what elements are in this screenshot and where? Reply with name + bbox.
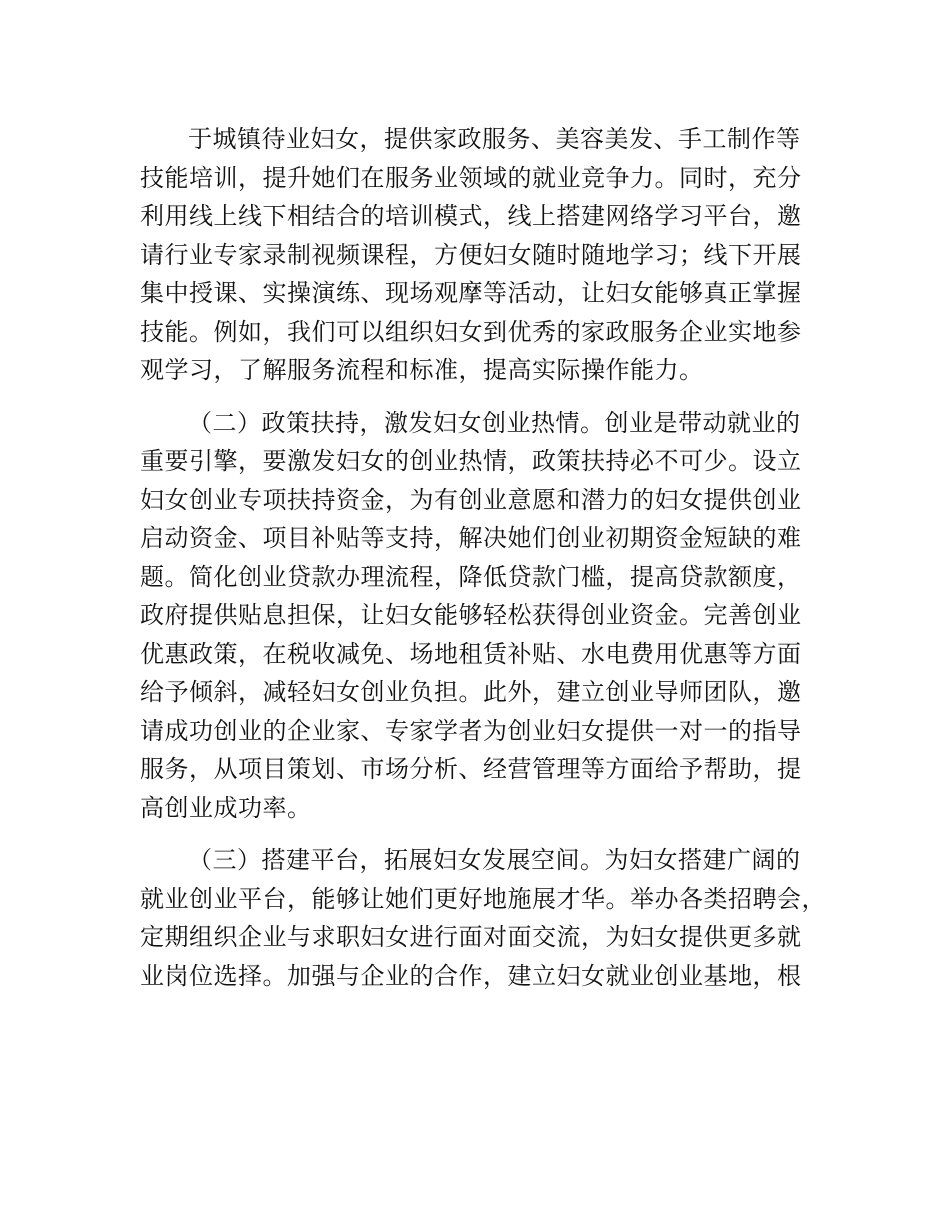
text-line: 请成功创业的企业家、专家学者为创业妇女提供一对一的指导 <box>140 716 802 745</box>
paragraph-platform <box>140 841 830 995</box>
text-line: 于城镇待业妇女，提供家政服务、美容美发、手工制作等 <box>188 125 801 153</box>
text-line: 高创业成功率。 <box>140 793 312 822</box>
text-line: 技能。例如，我们可以组织妇女到优秀的家政服务企业实地参 <box>140 317 802 346</box>
document-body <box>140 120 830 1009</box>
section-heading-line: （二）政策扶持，激发妇女创业热情。创业是带动就业的 <box>188 408 801 437</box>
text-line: 优惠政策，在税收减免、场地租赁补贴、水电费用优惠等方面 <box>140 639 802 668</box>
text-line: 集中授课、实操演练、现场观摩等活动，让妇女能够真正掌握 <box>140 279 802 307</box>
text-line: 观学习，了解服务流程和标准，提高实际操作能力。 <box>140 356 704 384</box>
text-line: 利用线上线下相结合的培训模式，线上搭建网络学习平台，邀 <box>140 202 802 230</box>
text-line: 给予倾斜，减轻妇女创业负担。此外，建立创业导师团队，邀 <box>140 678 802 706</box>
text-line: 妇女创业专项扶持资金，为有创业意愿和潜力的妇女提供创业 <box>140 485 802 514</box>
paragraph-training <box>140 120 830 390</box>
text-line: 业岗位选择。加强与企业的合作，建立妇女就业创业基地，根 <box>140 961 802 990</box>
paragraph-policy-support <box>140 404 830 828</box>
section-heading-line: （三）搭建平台，拓展妇女发展空间。为妇女搭建广阔的 <box>188 846 801 874</box>
text-line: 就业创业平台，能够让她们更好地施展才华。举办各类招聘会， <box>140 884 826 913</box>
text-line: 服务，从项目策划、市场分析、经营管理等方面给予帮助，提 <box>140 755 802 783</box>
text-line: 技能培训，提升她们在服务业领域的就业竞争力。同时，充分 <box>140 163 802 192</box>
text-line: 题。简化创业贷款办理流程，降低贷款门槛，提高贷款额度， <box>140 562 802 591</box>
text-line: 重要引擎，要激发妇女的创业热情，政策扶持必不可少。设立 <box>140 447 802 475</box>
text-line: 启动资金、项目补贴等支持，解决她们创业初期资金短缺的难 <box>140 524 802 552</box>
text-line: 政府提供贴息担保，让妇女能够轻松获得创业资金。完善创业 <box>140 601 802 629</box>
text-line: 请行业专家录制视频课程，方便妇女随时随地学习；线下开展 <box>140 240 802 269</box>
text-line: 定期组织企业与求职妇女进行面对面交流，为妇女提供更多就 <box>140 923 802 951</box>
